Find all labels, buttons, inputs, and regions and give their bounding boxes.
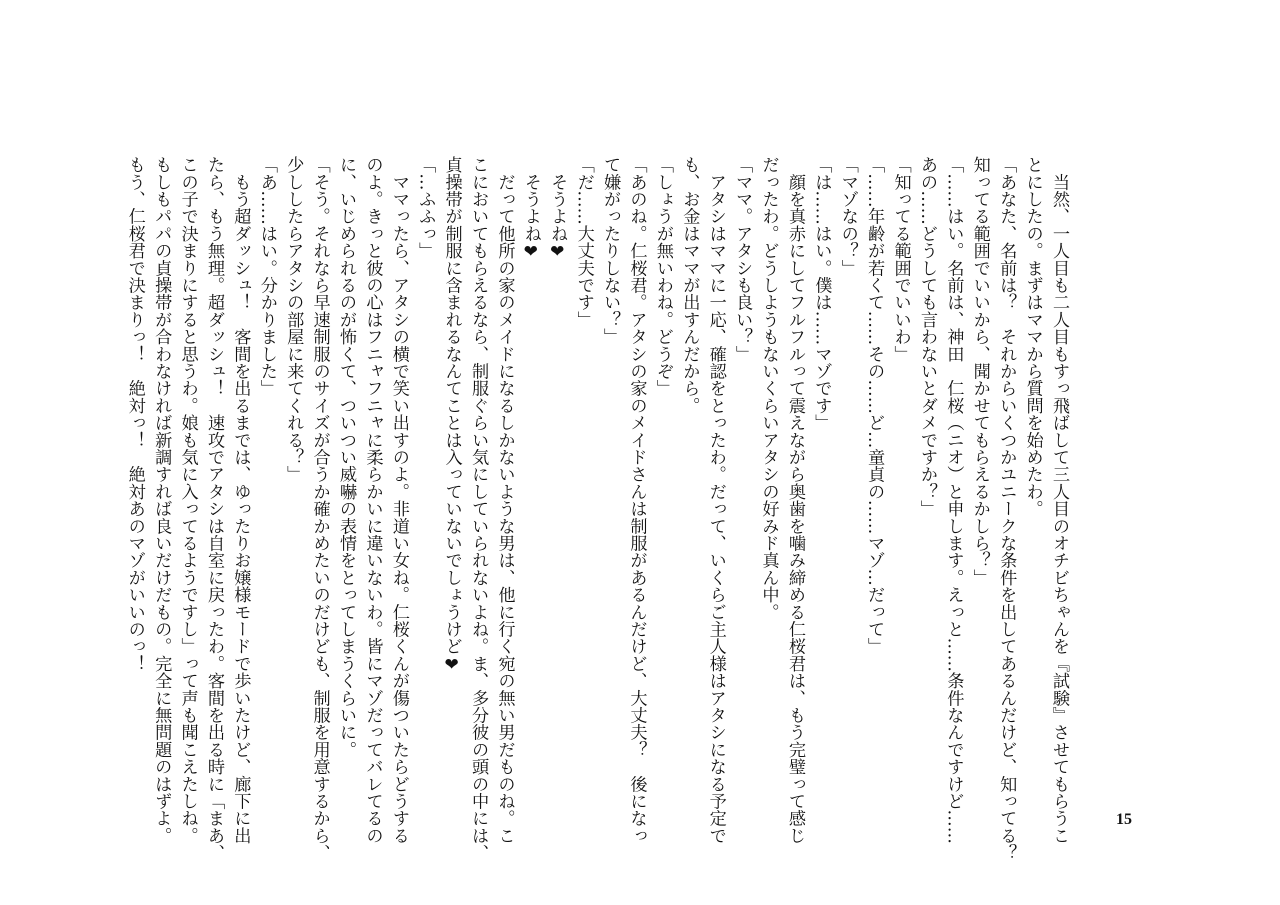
text-line: 「…ふふっ」 xyxy=(415,156,436,260)
text-line: だって他所の家のメイドになるしかないような男は、他に行く宛の無い男だものね。こ xyxy=(494,156,515,844)
text-line: 「ママ。アタシも良い？」 xyxy=(732,156,753,363)
text-line: 「マゾなの？」 xyxy=(837,156,858,277)
text-line: もしもパパの貞操帯が合わなければ新調すれば良いだけだもの。完全に無問題のはずよ。 xyxy=(151,156,172,844)
text-line: 顔を真赤にしてフルフルって震えながら奥歯を噛み締める仁桜君は、もう完璧って感じ xyxy=(784,156,805,844)
text-line: も、お金はママが出すんだから。 xyxy=(679,156,700,414)
text-line: 「……はい。名前は、神田 仁桜（ニオ）と申します。えっと……条件なんですけど…… xyxy=(943,156,964,844)
text-line: たら、もう無理。超ダッシュ！ 速攻でアタシは自室に戻ったわ。客間を出る時に「まあ、 xyxy=(204,156,224,862)
text-line: 「あのね。仁桜君。アタシの家のメイドさんは制服があるんだけど、大丈夫？ 後になっ xyxy=(626,156,647,844)
text-line: ママったら、アタシの横で笑い出すのよ。非道い女ね。仁桜くんが傷ついたらどうする xyxy=(388,156,409,844)
text-line: そうよね❤ xyxy=(547,156,568,262)
text-line: あの……どうしても言わないとダメですか？」 xyxy=(916,156,937,518)
page-number: 15 xyxy=(1116,811,1132,828)
text-line: 「あなた、名前は？ それからいくつかユニークな条件を出してあるんだけど、知ってる？ xyxy=(996,156,1017,862)
text-line: 「あ……はい。分かりました」 xyxy=(256,156,277,397)
text-line: もう超ダッシュ！ 客間を出るまでは、ゆったりお嬢様モードで歩いたけど、廊下に出 xyxy=(230,156,251,844)
text-line: アタシはママに一応、確認をとったわ。だって、いくらご主人様はアタシになる予定で xyxy=(705,156,726,844)
text-line: 知ってる範囲でいいから、聞かせてもらえるかしら？」 xyxy=(969,156,990,586)
text-line: 「だ……大丈夫です」 xyxy=(573,156,594,328)
text-line: もう、仁桜君で決まりっ！ 絶対っ！ 絶対あのマゾがいいのっ！ xyxy=(124,156,145,672)
text-line: とにしたの。まずはママから質問を始めたわ。 xyxy=(1022,156,1043,518)
text-line: こにおいてもらえるなら、制服ぐらい気にしていられないよね。ま、多分彼の頭の中には、 xyxy=(468,156,489,862)
text-line: のよ。きっと彼の心はフニャフニャに柔らかいに違いないわ。皆にマゾだってバレてるの xyxy=(362,156,383,844)
text-line: 「しょうが無いわね。どうぞ」 xyxy=(652,156,673,397)
text-line: 「……年齢が若くて……その……ど…童貞の……マゾ…だって」 xyxy=(864,156,885,655)
text-line: 「は……はい。僕は……マゾです」 xyxy=(811,156,832,432)
text-line: 当然、一人目も二人目もすっ飛ばして三人目のオチビちゃんを『試験』させてもらうこ xyxy=(1049,156,1069,844)
text-line: 貞操帯が制服に含まれるなんてことは入っていないでしょうけど❤ xyxy=(441,156,462,675)
text-line: 少ししたらアタシの部屋に来てくれる？」 xyxy=(283,156,304,483)
text-line: 「知ってる範囲でいいわ」 xyxy=(890,156,911,363)
text-line: に、いじめられるのが怖くて、ついつい威嚇の表情をとってしまうくらいに。 xyxy=(336,156,357,758)
text-line: だったわ。どうしようもないくらいアタシの好みド真ん中。 xyxy=(758,156,779,621)
vertical-text-body xyxy=(124,156,1072,862)
text-line: て嫌がったりしない？」 xyxy=(600,156,621,346)
text-line: 「そう。それなら早速制服のサイズが合うか確かめたいのだけども、制服を用意するから、 xyxy=(309,156,330,862)
text-line: この子で決まりにすると思うわ。娘も気に入ってるようですし」って声も聞こえたしね。 xyxy=(177,156,198,844)
text-line: そうよね❤ xyxy=(520,156,541,262)
